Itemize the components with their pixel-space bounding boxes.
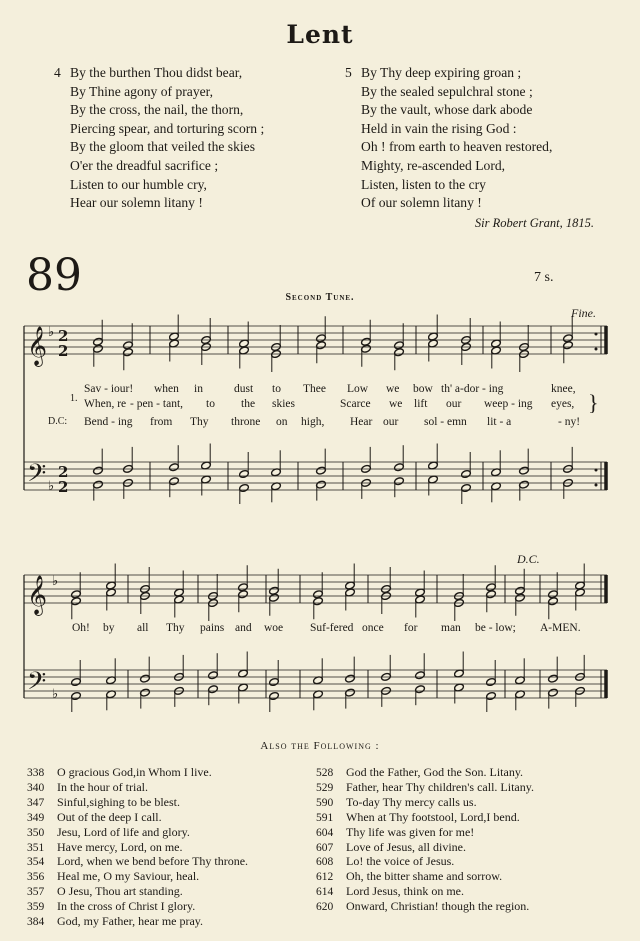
tune-label: Second Tune. (285, 292, 355, 303)
hymn-list-item (316, 826, 534, 841)
verse-line: O'er the dreadful sacrifice ; (70, 157, 219, 173)
lyric-syllable: and (235, 622, 252, 634)
hymn-list-number: 591 (316, 811, 334, 824)
verse-line: Listen to our humble cry, (70, 176, 207, 192)
hymn-list-item (27, 870, 248, 885)
svg-text:♭: ♭ (48, 324, 55, 339)
hymn-list-item (27, 841, 248, 856)
hymn-list-item (316, 841, 534, 856)
hymn-list-item (27, 811, 248, 826)
lyric-syllable: when (154, 383, 179, 395)
lyric-syllable: knee, (551, 383, 576, 395)
lyric-syllable: all (137, 622, 149, 634)
hymn-list-item (316, 811, 534, 826)
svg-text:♭: ♭ (52, 573, 59, 588)
hymn-list-title: In the hour of trial. (57, 779, 148, 794)
hymn-list-number: 357 (27, 886, 45, 899)
svg-text:𝄞: 𝄞 (27, 575, 48, 615)
lyric-syllable: Thy (166, 622, 185, 634)
lyric-syllable: skies (272, 398, 295, 410)
svg-text:𝄢: 𝄢 (27, 667, 47, 702)
verse-line: Oh ! from earth to heaven restored, (361, 139, 553, 155)
hymn-list-number: 608 (316, 856, 334, 869)
hymn-list-title: O Jesu, Thou art standing. (57, 884, 183, 899)
hymn-list-item (316, 870, 534, 885)
verse-line: By the cross, the nail, the thorn, (70, 102, 244, 118)
verse-line: Mighty, re-ascended Lord, (361, 157, 506, 173)
lyric-syllable: throne (231, 416, 261, 428)
hymn-list-number: 340 (27, 781, 45, 794)
verse-line: By Thy deep expiring groan ; (361, 65, 522, 80)
hymn-list-title: To-day Thy mercy calls us. (346, 794, 477, 809)
hymn-list-item (27, 855, 248, 870)
hymn-list-title: In the cross of Christ I glory. (57, 899, 196, 914)
meter: 7 s. (534, 270, 554, 285)
verse-line: By the burthen Thou didst bear, (70, 65, 243, 80)
hymn-list-title: Sinful,sighing to be blest. (57, 794, 180, 809)
lyric-syllable: Sav - iour! (84, 383, 134, 395)
svg-text:2: 2 (58, 463, 69, 481)
lyric-syllable: by (103, 622, 115, 634)
verse-line: By the vault, whose dark abode (361, 102, 533, 118)
verse-line: By Thine agony of prayer, (70, 83, 214, 99)
hymn-list-number: 612 (316, 871, 334, 884)
svg-text:𝄢: 𝄢 (27, 459, 47, 494)
hymn-list-item (27, 885, 248, 900)
hymn-list-title: Father, hear Thy children's call. Litany. (346, 779, 534, 794)
verse-line: Held in vain the rising God : (361, 120, 517, 136)
hymn-list-title: Jesu, Lord of life and glory. (57, 824, 190, 839)
also-list-right (316, 766, 534, 915)
hymn-list-title: Lord Jesus, think on me. (346, 884, 464, 899)
lyric-syllable: lit - a (487, 416, 512, 428)
lyric-syllable: the (241, 398, 256, 410)
lyric-syllable: Thy (190, 416, 209, 428)
hymn-list-item (27, 781, 248, 796)
lyric-syllable: our (446, 398, 462, 410)
also-list-left (27, 766, 248, 930)
hymn-list-number: 590 (316, 796, 334, 809)
lyric-syllable: once (362, 622, 384, 634)
hymn-list-number: 614 (316, 886, 334, 899)
hymn-list-number: 347 (27, 796, 45, 809)
lyric-syllable: Hear (350, 416, 373, 428)
lyric-syllable: on (276, 416, 288, 428)
lyric-syllable: bow (413, 383, 433, 395)
hymn-list-number: 604 (316, 826, 334, 839)
verse-line: Hear our solemn litany ! (70, 195, 203, 211)
lyric-syllable: to (272, 383, 281, 395)
lyric-syllable: lift (414, 398, 428, 410)
lyric-syllable: Suf-fered (310, 622, 354, 634)
verse-number: 5 (345, 65, 352, 80)
svg-text:♭: ♭ (52, 686, 59, 701)
verse-line: Of our solemn litany ! (361, 195, 482, 211)
verse-line: Listen, listen to the cry (361, 176, 486, 192)
lyric-syllable: eyes, (551, 398, 575, 410)
hymn-list-item (27, 826, 248, 841)
lyric-syllable: for (404, 622, 418, 634)
stanza-marker: 1. (70, 393, 78, 404)
hymn-list-title: Have mercy, Lord, on me. (57, 839, 183, 854)
hymn-list-item (316, 766, 534, 781)
hymn-list-title: When at Thy footstool, Lord,I bend. (346, 809, 520, 824)
lyric-syllable: th' a-dor - ing (441, 383, 504, 395)
also-heading: Also the Following : (260, 740, 380, 752)
fine-marking: Fine. (571, 306, 596, 320)
lyric-syllable: pains (200, 622, 225, 634)
dc-marking: D.C. (517, 552, 540, 566)
verse-line: By the gloom that veiled the skies (70, 139, 255, 155)
hymn-list-number: 354 (27, 856, 45, 869)
hymn-list-number: 384 (27, 916, 45, 929)
verse-number: 4 (54, 65, 61, 80)
lyric-syllable: from (150, 416, 173, 428)
lyric-syllable: - pen - tant, (130, 398, 184, 410)
svg-text:}: } (588, 390, 599, 415)
hymn-list-item (316, 855, 534, 870)
hymn-list-number: 356 (27, 871, 45, 884)
hymn-list-title: Onward, Christian! though the region. (346, 899, 530, 914)
hymn-list-title: Thy life was given for me! (346, 824, 475, 839)
lyric-syllable: to (206, 398, 215, 410)
hymn-list-item (316, 781, 534, 796)
svg-text:2: 2 (58, 327, 69, 345)
lyric-syllable: man (441, 622, 461, 634)
lyric-syllable: woe (264, 622, 284, 634)
dc-lyric-marker: D.C: (48, 416, 68, 427)
lyric-syllable: - ny! (558, 416, 581, 428)
hymn-list-number: 529 (316, 781, 334, 794)
lyric-syllable: Bend - ing (84, 416, 133, 428)
verse-line: By the sealed sepulchral stone ; (361, 83, 533, 99)
svg-text:𝄞: 𝄞 (27, 326, 48, 366)
hymn-list-title: Lord, when we bend before Thy throne. (57, 854, 249, 869)
hymn-list-number: 350 (27, 826, 45, 839)
lyric-syllable: Scarce (340, 398, 371, 410)
lyric-syllable: in (194, 383, 203, 395)
lyric-syllable: dust (234, 383, 254, 395)
lyric-syllable: When, re (84, 398, 127, 410)
lyric-syllable: sol - emn (424, 416, 467, 428)
hymn-list-number: 359 (27, 901, 45, 914)
hymn-list-item (316, 796, 534, 811)
hymn-list-item (316, 900, 534, 915)
hymn-list-item (27, 915, 248, 930)
svg-text:♭: ♭ (48, 478, 55, 493)
hymn-list-number: 351 (27, 841, 45, 854)
hymn-list-title: God the Father, God the Son. Litany. (346, 765, 524, 779)
lyric-syllable: Oh! (72, 622, 90, 634)
svg-text:2: 2 (58, 478, 69, 496)
hymn-list-title: God, my Father, hear me pray. (57, 914, 204, 929)
page-title: Lent (286, 20, 354, 49)
lyric-syllable: Thee (303, 383, 326, 395)
hymn-list-item (27, 796, 248, 811)
hymn-list-title: O gracious God,in Whom I live. (57, 765, 212, 779)
hymn-list-item (316, 885, 534, 900)
author-credit: Sir Robert Grant, 1815. (474, 216, 594, 230)
lyric-syllable: we (386, 383, 400, 395)
hymn-list-number: 349 (27, 811, 45, 824)
verse-line: Piercing spear, and torturing scorn ; (70, 120, 265, 136)
lyric-syllable: high, (301, 416, 325, 428)
hymn-list-title: Out of the deep I call. (57, 809, 162, 824)
hymn-number: 89 (26, 250, 82, 301)
lyric-syllable: be - low; (475, 622, 516, 634)
hymn-list-number: 620 (316, 901, 334, 914)
lyric-syllable: Low (347, 383, 369, 395)
hymn-list-number: 528 (316, 767, 334, 779)
hymn-list-title: Oh, the bitter shame and sorrow. (346, 869, 503, 884)
hymn-list-title: Lo! the voice of Jesus. (346, 854, 455, 869)
hymn-list-item (27, 900, 248, 915)
svg-text:2: 2 (58, 342, 69, 360)
lyric-syllable: A-MEN. (540, 622, 581, 634)
hymn-list-title: Heal me, O my Saviour, heal. (57, 869, 200, 884)
hymn-list-number: 607 (316, 841, 334, 854)
lyric-syllable: weep - ing (484, 398, 533, 410)
lyric-syllable: our (383, 416, 399, 428)
hymn-list-number: 338 (27, 767, 45, 779)
hymn-list-item (27, 766, 248, 781)
hymn-list-title: Love of Jesus, all divine. (346, 839, 466, 854)
lyric-syllable: we (389, 398, 403, 410)
